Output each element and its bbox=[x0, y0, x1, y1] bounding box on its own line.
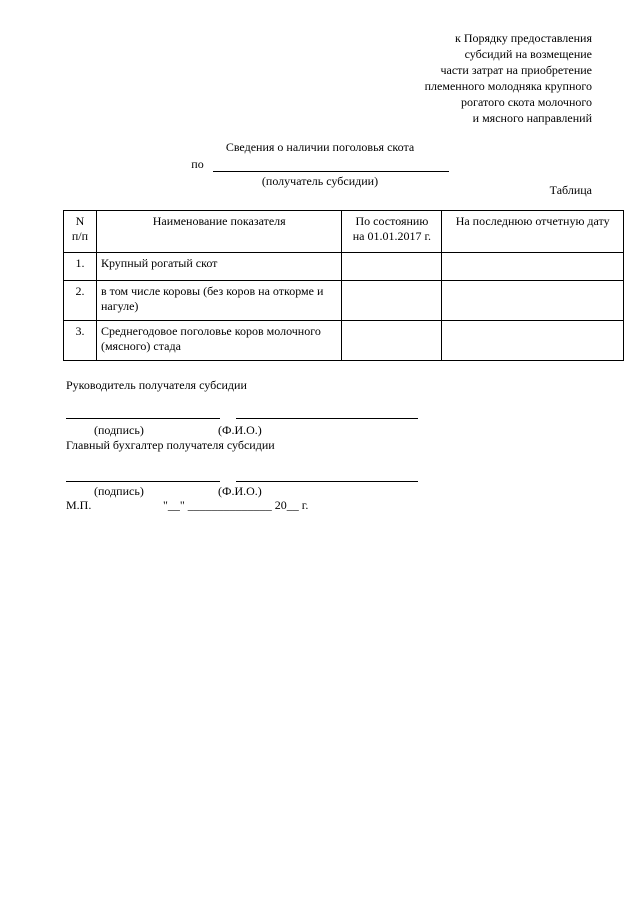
livestock-table bbox=[63, 210, 624, 361]
header-note-line: части затрат на приобретение bbox=[440, 63, 592, 77]
stamp-label: М.П. bbox=[66, 498, 92, 512]
table-label: Таблица bbox=[549, 183, 592, 197]
header-num-line1: N bbox=[75, 214, 85, 228]
head-signature-field[interactable] bbox=[66, 418, 220, 419]
document-title bbox=[0, 139, 640, 189]
row-num: 3. bbox=[64, 321, 97, 361]
head-fio-hint: (Ф.И.О.) bbox=[218, 423, 262, 437]
header-num bbox=[64, 211, 97, 253]
header-as-of bbox=[342, 211, 442, 253]
header-note-line: к Порядку предоставления bbox=[454, 31, 592, 45]
accountant-signature-hint: (подпись) bbox=[94, 484, 144, 498]
row-last-cell[interactable] bbox=[442, 321, 624, 361]
row-as-of-cell[interactable] bbox=[342, 281, 442, 321]
table-row bbox=[64, 281, 624, 321]
header-name: Наименование показателя bbox=[96, 211, 342, 253]
recipient-prefix: по bbox=[191, 157, 204, 171]
row-name: в том числе коровы (без коров на откорме и нагуле) bbox=[96, 281, 342, 321]
header-note-line: и мясного направлений bbox=[472, 111, 592, 125]
accountant-fio-field[interactable] bbox=[236, 481, 418, 482]
accountant-label: Главный бухгалтер получателя субсидии bbox=[66, 438, 275, 452]
accountant-fio-hint: (Ф.И.О.) bbox=[218, 484, 262, 498]
header-note-line: рогатого скота молочного bbox=[461, 95, 592, 109]
header-note bbox=[425, 30, 592, 126]
row-name: Среднегодовое поголовье коров молочного (мясного) стада bbox=[96, 321, 342, 361]
row-last-cell[interactable] bbox=[442, 253, 624, 281]
table-row bbox=[64, 321, 624, 361]
table-row bbox=[64, 253, 624, 281]
row-num: 2. bbox=[64, 281, 97, 321]
head-label: Руководитель получателя субсидии bbox=[66, 378, 247, 392]
head-fio-field[interactable] bbox=[236, 418, 418, 419]
row-name: Крупный рогатый скот bbox=[96, 253, 342, 281]
recipient-field[interactable] bbox=[213, 159, 449, 172]
header-as-of-line1: По состоянию bbox=[355, 214, 429, 228]
page-title: Сведения о наличии поголовья скота bbox=[225, 140, 415, 154]
row-last-cell[interactable] bbox=[442, 281, 624, 321]
recipient-line bbox=[0, 156, 640, 172]
header-as-of-line2: на 01.01.2017 г. bbox=[352, 229, 432, 243]
row-num: 1. bbox=[64, 253, 97, 281]
row-as-of-cell[interactable] bbox=[342, 253, 442, 281]
accountant-signature-field[interactable] bbox=[66, 481, 220, 482]
date-field[interactable]: "__" ______________ 20__ г. bbox=[163, 498, 309, 512]
header-note-line: субсидий на возмещение bbox=[464, 47, 592, 61]
header-last-date: На последнюю отчетную дату bbox=[442, 211, 624, 253]
header-note-line: племенного молодняка крупного bbox=[424, 79, 592, 93]
table-header-row bbox=[64, 211, 624, 253]
header-num-line2: п/п bbox=[71, 229, 89, 243]
recipient-hint: (получатель субсидии) bbox=[261, 174, 379, 188]
head-signature-hint: (подпись) bbox=[94, 423, 144, 437]
row-as-of-cell[interactable] bbox=[342, 321, 442, 361]
